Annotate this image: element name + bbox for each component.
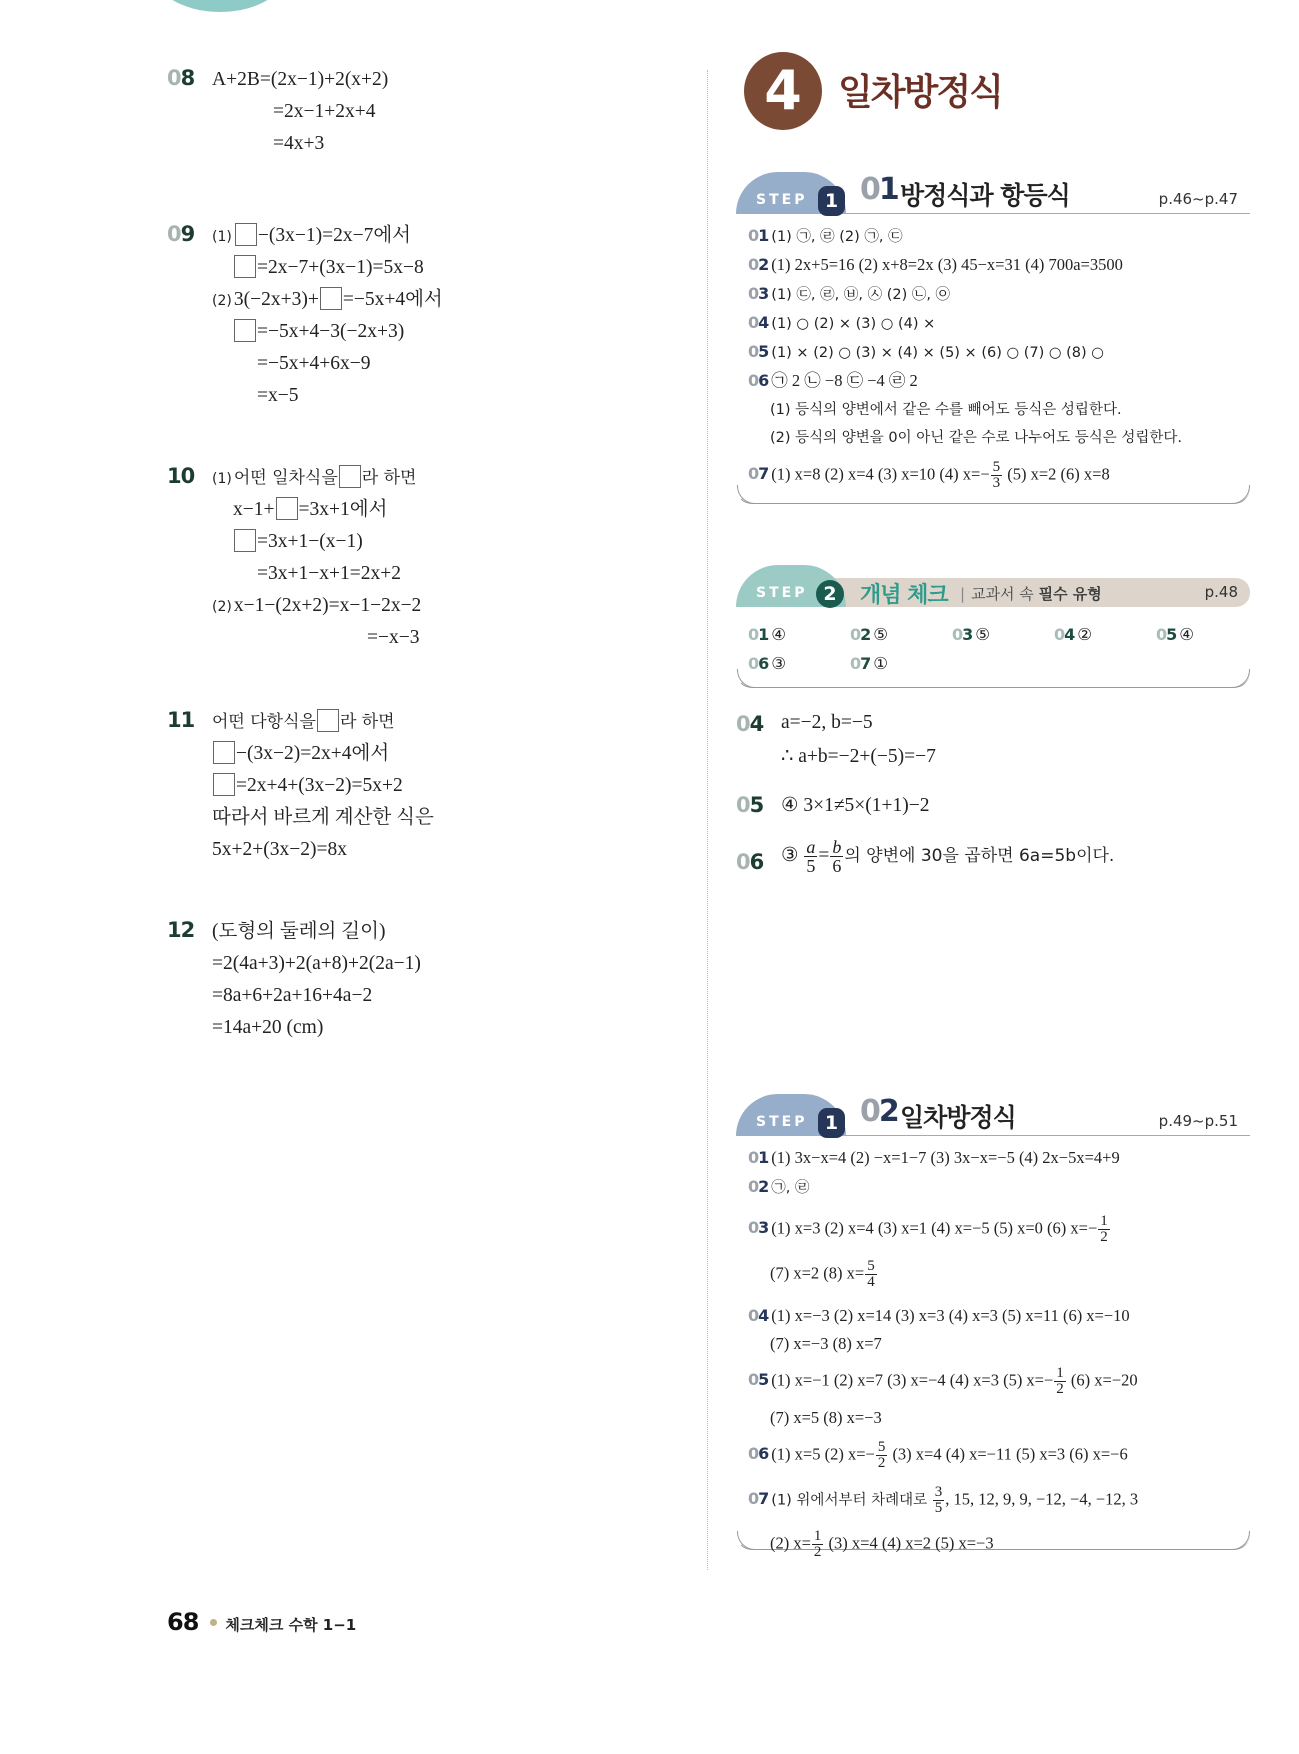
blank-box <box>235 223 257 246</box>
answer-06-note-2: (2) 등식의 양변을 0이 아닌 같은 수로 나누어도 등식은 성립한다. <box>770 430 1183 446</box>
answer-07: 07 ① <box>850 654 889 673</box>
solution-line: =2x−1+2x+4 <box>273 101 376 122</box>
chapter-number-badge: 4 <box>744 52 822 130</box>
solution-line: =−5x+4−3(−2x+3) <box>233 316 404 348</box>
answer-02: 02 ㉠, ㉣ <box>748 1177 810 1196</box>
decorative-arc <box>150 0 290 12</box>
blank-box <box>317 709 339 732</box>
solution-line: (2) 3(−2x+3)+ =−5x+4에서 <box>212 289 443 310</box>
book-title: 체크체크 수학 1−1 <box>225 1616 357 1634</box>
step-number-badge: 1 <box>818 1108 845 1138</box>
solution-line: 따라서 바르게 계산한 식은 <box>212 807 434 828</box>
step-number-badge: 1 <box>818 186 845 216</box>
section-number: 01 <box>860 172 898 207</box>
answer-05: 05 (1) x=−1 (2) x=7 (3) x=−4 (4) x=3 (5) x=− $\frac{1}{2}$ (6) x=−20 <box>748 1365 1138 1397</box>
step-tab: STEP <box>736 172 846 214</box>
problem-number: 10 <box>167 464 195 488</box>
solution-line: 어떤 다항식을 라 하면 <box>212 706 395 738</box>
blank-box <box>234 255 256 278</box>
answer-07: 07 (1) 위에서부터 차례대로 $\frac{3}{5}$ , 15, 12, 9, 9, −12, −4, −12, 3 <box>748 1484 1139 1516</box>
section-step2 <box>736 578 1250 688</box>
column-divider <box>707 70 708 1570</box>
answer-03: 03 ⑤ <box>952 625 991 644</box>
answer-05: 05 (1) × (2) ○ (3) × (4) × (5) × (6) ○ (7) ○ (8) ○ <box>748 342 1104 361</box>
solution-line: =−5x+4+6x−9 <box>257 353 371 374</box>
solution-line: =4x+3 <box>273 133 325 154</box>
solution-line: ④ 3×1≠5×(1+1)−2 <box>781 795 930 816</box>
problem-number: 09 <box>167 222 195 246</box>
solution-line: (1) 어떤 일차식을 라 하면 <box>212 462 416 494</box>
solution-line: =3x+1−(x−1) <box>233 526 363 558</box>
solution-line: =2x+4+(3x−2)=5x+2 <box>212 770 403 802</box>
answer-06: 06 ③ <box>748 654 787 673</box>
solution-line: (도형의 둘레의 길이) <box>212 921 386 942</box>
blank-box <box>234 319 256 342</box>
solution-line: ③ $\frac{a}{5}$ = $\frac{b}{6}$ 의 양변에 30을 곱하면 6a=5b이다. <box>781 837 1115 876</box>
blank-box <box>320 287 342 310</box>
solution-line: =14a+20 (cm) <box>212 1017 324 1038</box>
blank-box <box>339 465 361 488</box>
solution-line: =2(4a+3)+2(a+8)+2(2a−1) <box>212 953 421 974</box>
section-title: 일차방정식 <box>900 1103 1016 1132</box>
answer-01: 01 ④ <box>748 625 787 644</box>
answer-06-note-1: (1) 등식의 양변에서 같은 수를 빼어도 등식은 성립한다. <box>770 402 1122 418</box>
solution-line: a=−2, b=−5 <box>781 712 873 733</box>
bullet-dot-icon <box>210 1619 217 1626</box>
page-range: p.46~p.47 <box>1158 190 1238 208</box>
answer-06: 06 ㉠ 2 ㉡ −8 ㉢ −4 ㉣ 2 <box>748 371 918 390</box>
solution-line: 5x+2+(3x−2)=8x <box>212 839 347 860</box>
blank-box <box>213 773 235 796</box>
section-subtitle: | 교과서 속 필수 유형 <box>960 585 1102 603</box>
step-number-badge: 2 <box>816 580 844 608</box>
answer-box <box>736 607 1250 688</box>
answer-05: 05 ④ <box>1156 625 1195 644</box>
page-number: 68 <box>167 1608 199 1636</box>
problem-number: 08 <box>167 66 195 90</box>
solution-line: ∴ a+b=−2+(−5)=−7 <box>781 746 936 767</box>
solution-line: =3x+1−x+1=2x+2 <box>257 563 401 584</box>
page-range: p.49~p.51 <box>1158 1112 1238 1130</box>
blank-box <box>234 529 256 552</box>
answer-05-cont: (7) x=5 (8) x=−3 <box>770 1408 882 1427</box>
solution-line: =8a+6+2a+16+4a−2 <box>212 985 373 1006</box>
problem-number: 05 <box>736 793 764 817</box>
answer-03-cont: (7) x=2 (8) x= $\frac{5}{4}$ <box>770 1258 875 1290</box>
solution-line: =2x−7+(3x−1)=5x−8 <box>233 252 424 284</box>
answer-07-cont: (2) x= $\frac{1}{2}$ (3) x=4 (4) x=2 (5) x=−3 <box>770 1528 994 1560</box>
answer-07: 07 (1) x=8 (2) x=4 (3) x=10 (4) x=− $\frac{5}{3}$ (5) x=2 (6) x=8 <box>748 459 1110 491</box>
answer-01: 01 (1) 3x−x=4 (2) −x=1−7 (3) 3x−x=−5 (4) 2x−5x=4+9 <box>748 1148 1120 1167</box>
solution-line: A+2B=(2x−1)+2(x+2) <box>212 69 389 90</box>
answer-03: 03 (1) ㉢, ㉣, ㉥, ㉦ (2) ㉡, ㉧ <box>748 284 951 303</box>
problem-number: 06 <box>736 850 764 874</box>
section-step1-01 <box>736 172 1250 504</box>
section-number: 02 <box>860 1094 898 1129</box>
section-step1-02 <box>736 1094 1250 1560</box>
page-footer <box>167 1608 356 1636</box>
chapter-title: 일차방정식 <box>838 72 1002 113</box>
section-title: 방정식과 항등식 <box>900 181 1070 210</box>
blank-box <box>276 497 298 520</box>
step-tab: STEP <box>736 565 846 607</box>
step-tab: STEP <box>736 1094 846 1136</box>
answer-03: 03 (1) x=3 (2) x=4 (3) x=1 (4) x=−5 (5) x=0 (6) x=− $\frac{1}{2}$ <box>748 1213 1108 1245</box>
solution-line: −(3x−2)=2x+4에서 <box>212 738 389 770</box>
solution-line: =−x−3 <box>367 627 420 648</box>
answer-06: 06 (1) x=5 (2) x=− $\frac{5}{2}$ (3) x=4 (4) x=−11 (5) x=3 (6) x=−6 <box>748 1439 1128 1471</box>
blank-box <box>213 741 235 764</box>
answer-02: 02 (1) 2x+5=16 (2) x+8=2x (3) 45−x=31 (4) 700a=3500 <box>748 255 1123 274</box>
answer-02: 02 ⑤ <box>850 625 889 644</box>
solution-line: (1) −(3x−1)=2x−7에서 <box>212 225 411 246</box>
answer-04: 04 (1) ○ (2) × (3) ○ (4) × <box>748 313 936 332</box>
answer-04: 04 (1) x=−3 (2) x=14 (3) x=3 (4) x=3 (5) x=11 (6) x=−10 <box>748 1306 1130 1325</box>
answer-04: 04 ② <box>1054 625 1093 644</box>
section-title: 개념 체크 <box>860 583 948 608</box>
page-range: p.48 <box>1204 583 1238 601</box>
problem-number: 04 <box>736 712 764 736</box>
problem-number: 11 <box>167 708 195 732</box>
answer-01: 01 (1) ㉠, ㉣ (2) ㉠, ㉢ <box>748 226 903 245</box>
solution-line: =x−5 <box>257 385 299 406</box>
problem-number: 12 <box>167 918 195 942</box>
solution-line: x−1+ =3x+1에서 <box>233 499 388 520</box>
answer-04-cont: (7) x=−3 (8) x=7 <box>770 1334 882 1353</box>
solution-line: (2) x−1−(2x+2)=x−1−2x−2 <box>212 595 422 616</box>
